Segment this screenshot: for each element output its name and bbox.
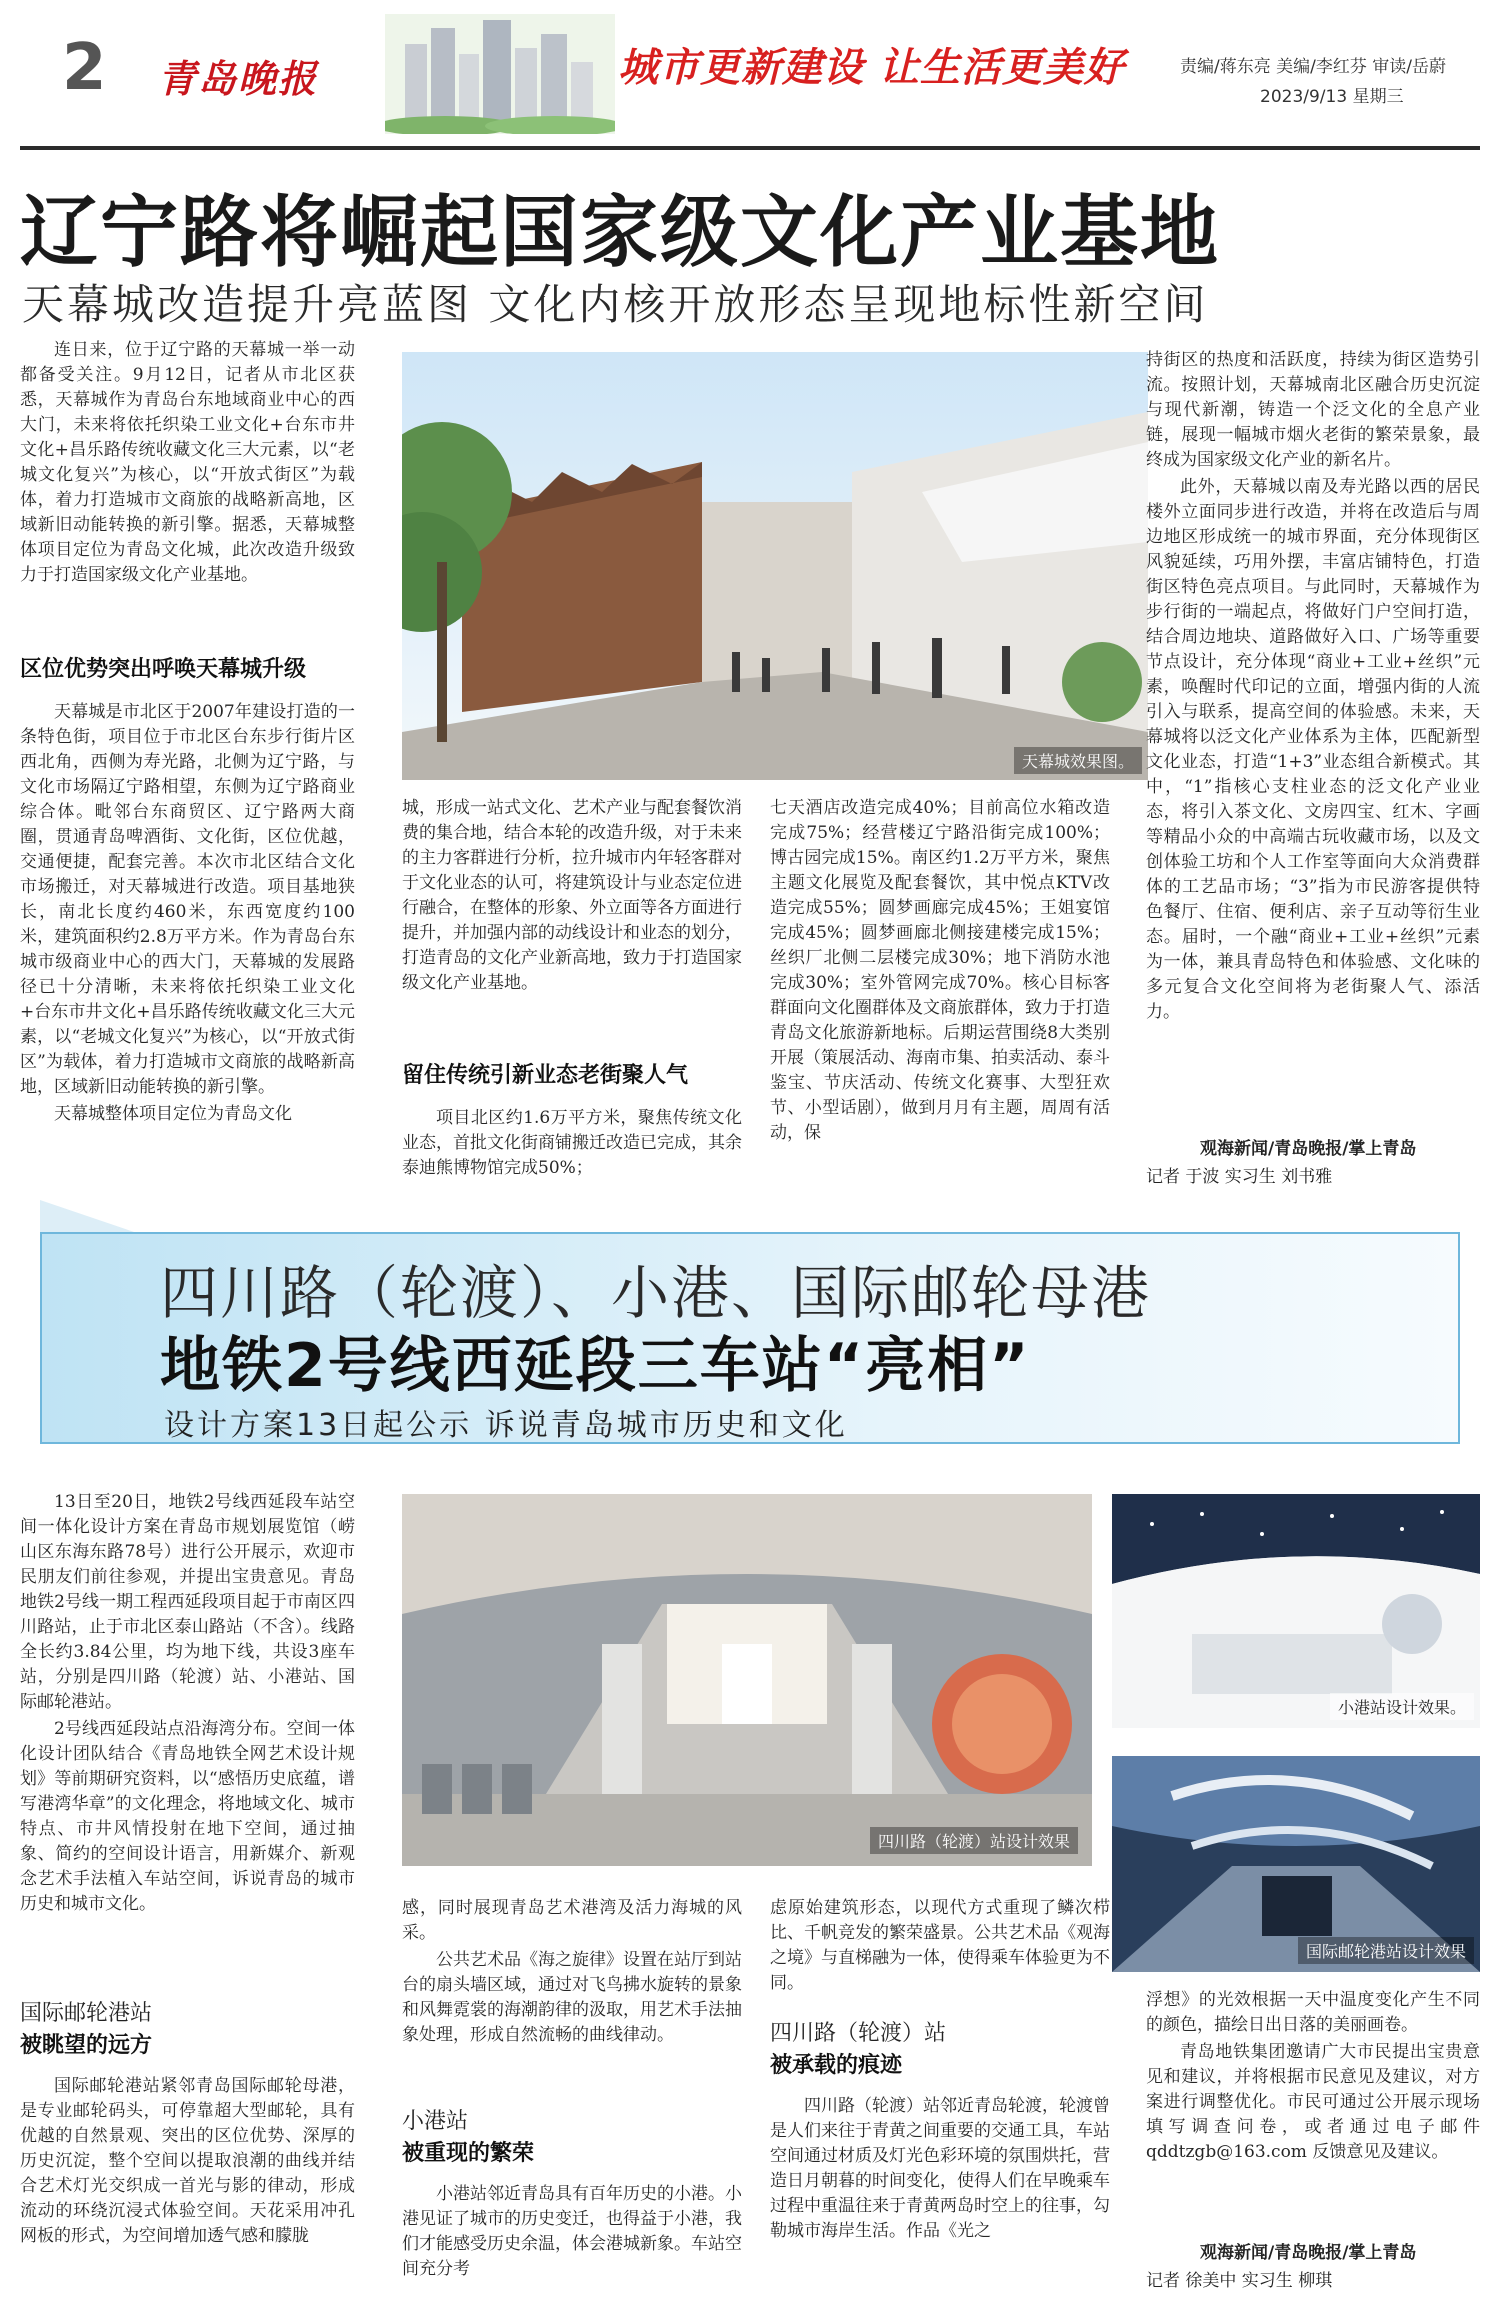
editor-credits: 责编/蒋东亮 美编/李红芬 审读/岳蔚 <box>1180 57 1446 77</box>
paragraph: 2号线西延段站点沿海湾分布。空间一体化设计团队结合《青岛地铁全网艺术设计规划》等前期研究资料，以“感悟历史底蕴，谱写港湾华章”的文化理念，将地域文化、城市特点、市井风情投射在地下空间，通过抽象、简约的空间设计语言，用新媒介、新观念艺术手法植入车站空间，诉说青岛的城市历史和城市文化。 <box>20 1719 355 1914</box>
paragraph: 此外，天幕城以南及寿光路以西的居民楼外立面同步进行改造，并将在改造后与周边地区形成统一的城市界面，充分体现街区风貌延续，巧用外摆，丰富店铺特色，打造街区特色亮点项目。与此同时，天幕城作为步行街的一端起点，将做好门户空间打造，结合周边地块、道路做好入口、广场等重要节点设计，充分体现“商业+工业+丝织”元素，唤醒时代印记的立面，增强内街的人流引入与联系，提高空间的体验感。未来，天幕城将以泛文化产业体系为主体，匹配新型文化业态，打造“1+3”业态组合新模式。其中，“1”指核心支柱业态的泛文化产业业态，将引入茶文化、文房四宝、红木、字画等精品小众的中高端古玩收藏市场，以及文创体验工坊和个人工作室等面向大众消费群体的工艺品市场；“3”指为市民游客提供特色餐厅、住宿、便利店、亲子互动等衍生业态。届时，一个融“商业+工业+丝织”元素为一体，兼具青岛特色和体验感、文化味的多元复合文化空间将为老街聚人气、添活力。 <box>1146 477 1480 1022</box>
paragraph: 城，形成一站式文化、艺术产业与配套餐饮消费的集合地，结合本轮的改造升级，对于未来的主力客群进行分析，拉升城市内年轻客群对于文化业态的认可，将建筑设计与业态定位进行融合，在整体的形象、外立面等各方面进行提升，并加强内部的动线设计和业态的划分，打造青岛的文化产业新高地，致力于打造国家级文化产业基地。 <box>402 798 742 993</box>
article2-column-2 <box>402 1896 742 2082</box>
article2-column-2b <box>402 2182 742 2296</box>
street-scene-image <box>402 352 1148 780</box>
article2-column-1 <box>20 1490 355 1990</box>
issue-date: 2023/9/13 星期三 <box>1260 87 1404 107</box>
article2-sec1-title: 被眺望的远方 <box>20 2033 153 2058</box>
paragraph: 四川路（轮渡）站邻近青岛轮渡，轮渡曾是人们来往于青黄之间重要的交通工具，车站空间通过材质及灯光色彩环境的氛围烘托，营造日月朝暮的时间变化，使得人们在早晚乘车过程中重温往来于青黄两岛时空上的往事，勾勒城市海岸生活。作品《光之 <box>770 2096 1110 2241</box>
paragraph: 感，同时展现青岛艺术港湾及活力海城的风采。 <box>402 1898 742 1943</box>
article1-section1-title: 区位优势突出呼唤天幕城升级 <box>20 657 307 682</box>
page-number: 2 <box>62 31 107 105</box>
article2-column-4 <box>1146 1988 1480 2226</box>
article1-column-1b <box>20 700 355 1170</box>
paragraph: 浮想》的光效根据一天中温度变化产生不同的颜色，描绘日出日落的美丽画卷。 <box>1146 1990 1480 2035</box>
paragraph: 持街区的热度和活跃度，持续为街区造势引流。按照计划，天幕城南北区融合历史沉淀与现代新潮，铸造一个泛文化的全息产业链，展现一幅城市烟火老街的繁荣景象，最终成为国家级文化产业的新名片。 <box>1146 350 1480 470</box>
article2-sec3-label: 四川路（轮渡）站 <box>770 2021 947 2046</box>
paragraph: 虑原始建筑形态，以现代方式重现了鳞次栉比、千帆竞发的繁荣盛景。公共艺术品《观海之境》与直梯融为一体，使得乘车体验更为不同。 <box>770 1898 1110 1993</box>
article2-column-1b <box>20 2074 355 2296</box>
article1-column-2b <box>402 1106 742 1176</box>
article1-byline-reporter: 记者 于波 实习生 刘书雅 <box>1146 1167 1333 1187</box>
article1-column-1 <box>20 338 355 628</box>
article2-byline-outlet: 观海新闻/青岛晚报/掌上青岛 <box>1200 2243 1417 2263</box>
article1-column-4 <box>1146 348 1480 1118</box>
article2-sec2-title: 被重现的繁荣 <box>402 2141 535 2166</box>
article1-column-2 <box>402 796 742 1036</box>
article2-byline-reporter: 记者 徐美中 实习生 柳琪 <box>1146 2271 1333 2291</box>
sichuan-road-station-rendering <box>402 1494 1092 1866</box>
photo-caption: 国际邮轮港站设计效果 <box>1298 1937 1474 1964</box>
paragraph: 小港站邻近青岛具有百年历史的小港。小港见证了城市的历史变迁，也得益于小港，我们才能感受历史余温，体会港城新象。车站空间充分考 <box>402 2184 742 2279</box>
banner-tab-decoration <box>40 1200 140 1234</box>
cruise-port-station-rendering <box>1112 1756 1480 1972</box>
photo-caption: 小港站设计效果。 <box>1330 1693 1474 1720</box>
section-slogan: 城市更新建设 让生活更美好 <box>618 45 1125 91</box>
masthead-divider <box>20 146 1480 150</box>
paragraph: 13日至20日，地铁2号线西延段车站空间一体化设计方案在青岛市规划展览馆（崂山区东海东路78号）进行公开展示，欢迎市民朋友们前往参观，并提出宝贵意见。青岛地铁2号线一期工程西延段项目起于市南区四川路站，止于市北区泰山路站（不含）。线路全长约3.84公里，均为地下线，共设3座车站，分别是四川路（轮渡）站、小港站、国际邮轮港站。 <box>20 1492 355 1712</box>
paragraph: 天幕城是市北区于2007年建设打造的一条特色街，项目位于市北区台东步行街片区西北角，西侧为寿光路，北侧为辽宁路，与文化市场隔辽宁路相望，东侧为辽宁路商业综合体。毗邻台东商贸区、辽宁路两大商圈，贯通青岛啤酒街、文化街，区位优越，交通便捷，配套完善。本次市北区结合文化市场搬迁，对天幕城进行改造。项目基地狭长，南北长度约460米，东西宽度约100米，建筑面积约2.8万平方米。作为青岛台东城市级商业中心的西大门，天幕城的发展路径已十分清晰，未来将依托织染工业文化+台东市井文化+昌乐路传统收藏文化三大元素，以“老城文化复兴”为核心，以“开放式街区”为载体，着力打造城市文商旅的战略新高地，区域新旧动能转换的新引擎。 <box>20 702 355 1097</box>
paragraph: 公共艺术品《海之旋律》设置在站厅到站台的扇头墙区域，通过对飞鸟拂水旋转的景象和风舞霓裳的海潮韵律的汲取，用艺术手法抽象处理，形成自然流畅的曲线律动。 <box>402 1950 742 2045</box>
photo-caption: 天幕城效果图。 <box>1014 747 1142 774</box>
paragraph: 国际邮轮港站紧邻青岛国际邮轮母港，是专业邮轮码头，可停靠超大型邮轮，具有优越的自然景观、突出的区位优势、深厚的历史沉淀，整个空间以提取浪潮的曲线并结合艺术灯光交织成一首光与影的律动，形成流动的环绕沉浸式体验空间。天花采用冲孔网板的形式，为空间增加透气感和朦胧 <box>20 2076 355 2246</box>
paragraph: 七天酒店改造完成40%；目前高位水箱改造完成75%；经营楼辽宁路沿街完成100%；博古园完成15%。南区约1.2万平方米，聚焦主题文化展览及配套餐饮，其中悦点KTV改造完成55%；圆梦画廊完成45%；王姐宴馆完成45%；圆梦画廊北侧接建楼完成15%；丝织厂北侧二层楼完成30%；地下消防水池完成30%；室外管网完成70%。核心目标客群面向文化圈群体及文商旅群体，致力于打造青岛文化旅游新地标。后期运营围绕8大类别开展（策展活动、海南市集、拍卖活动、泰斗鉴宝、节庆活动、传统文化赛事、大型狂欢节、小型话剧），做到月月有主题，周周有活动，保 <box>770 798 1110 1143</box>
paragraph: 项目北区约1.6万平方米，聚焦传统文化业态，首批文化街商铺搬迁改造已完成，其余泰迪熊博物馆完成50%； <box>402 1108 742 1176</box>
article1-subhead: 天幕城改造提升亮蓝图 文化内核开放形态呈现地标性新空间 <box>22 280 1209 329</box>
article1-byline-outlet: 观海新闻/青岛晚报/掌上青岛 <box>1200 1139 1417 1159</box>
article2-headline-line1: 四川路（轮渡）、小港、国际邮轮母港 <box>160 1259 1152 1327</box>
article2-sec2-label: 小港站 <box>402 2109 469 2134</box>
article2-subhead: 设计方案13日起公示 诉说青岛城市历史和文化 <box>164 1408 848 1443</box>
article2-column-3b <box>770 2094 1110 2296</box>
station-hall-image <box>402 1494 1092 1866</box>
tianmu-city-rendering <box>402 352 1148 780</box>
article2-headline-line2: 地铁2号线西延段三车站“亮相” <box>160 1331 1031 1401</box>
xiaogang-station-rendering <box>1112 1494 1480 1728</box>
paragraph: 青岛地铁集团邀请广大市民提出宝贵意见和建议，并将根据市民意见及建议，对方案进行调整优化。市民可通过公开展示现场填写调查问卷，或者通过电子邮件 qddtzgb@163.com 反馈意见及建议。 <box>1146 2042 1480 2162</box>
city-buildings-illustration <box>385 14 615 134</box>
article2-column-3 <box>770 1896 1110 1996</box>
paragraph: 连日来，位于辽宁路的天幕城一举一动都备受关注。9月12日，记者从市北区获悉，天幕城作为青岛台东地域商业中心的西大门，未来将依托织染工业文化+台东市井文化+昌乐路传统收藏文化三大元素，以“老城文化复兴”为核心，以“开放式街区”为载体，着力打造城市文商旅的战略新高地，区域新旧动能转换的新引擎。据悉，天幕城整体项目定位为青岛文化城，此次改造升级致力于打造国家级文化产业基地。 <box>20 340 355 585</box>
paragraph: 天幕城整体项目定位为青岛文化 <box>54 1104 292 1124</box>
article2-sec1-label: 国际邮轮港站 <box>20 2001 153 2026</box>
article2-sec3-title: 被承载的痕迹 <box>770 2053 903 2078</box>
article1-column-3 <box>770 796 1110 1176</box>
article1-section2-title: 留住传统引新业态老街聚人气 <box>402 1063 689 1088</box>
article1-headline: 辽宁路将崛起国家级文化产业基地 <box>20 188 1221 278</box>
photo-caption: 四川路（轮渡）站设计效果 <box>870 1827 1078 1854</box>
newspaper-logo: 青岛晚报 <box>158 56 319 101</box>
